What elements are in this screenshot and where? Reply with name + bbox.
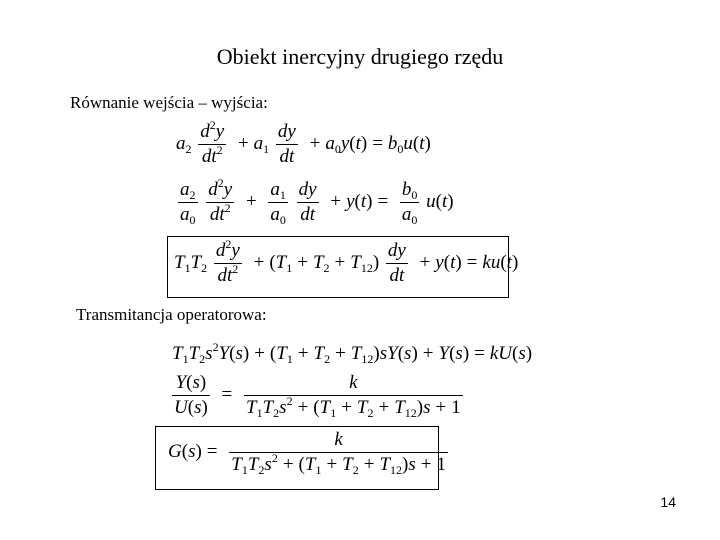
section-heading-transfer-function: Transmitancja operatorowa:: [76, 305, 267, 324]
equation-2: $\frac{a_2}{a_0}$ $\frac{d^2y}{dt^2}$ + $\frac{a_1}{a_0}$ $\frac{dy}{dt}$ + y(t) = $\frac{b_0}{a_0}$ u(t): [180, 176, 454, 227]
page-number: 14: [660, 494, 676, 510]
section-heading-input-output: Równanie wejścia – wyjścia:: [70, 93, 268, 112]
equation-4: $T_1T_2s^2Y(s) + (T_1 + T_2 + T_{12})sY(s) + Y(s) = kU(s)$: [172, 340, 533, 366]
equation-5: $\frac{Y(s)}{U(s)}$ = $\frac{k}{T_1T_2s^2 + (T_1 + T_2 + T_{12})s + 1}$: [174, 372, 461, 420]
equation-3-boxed: $T_1T_2$ $\frac{d^2y}{dt^2}$ + $(T_1 + T_2 + T_{12})$ $\frac{dy}{dt}$ + y(t) = ku(t): [174, 237, 519, 286]
slide-title: Obiekt inercyjny drugiego rzędu: [216, 44, 504, 69]
equation-1: $a_2$ $\frac{d^2y}{dt^2}$ + $a_1$ $\frac{dy}{dt}$ + $a_0y(t) = b_0u(t)$: [176, 118, 431, 167]
equation-6-boxed: G(s) = $\frac{k}{T_1T_2s^2 + (T_1 + T_2 + T_{12})s + 1}$: [168, 429, 446, 477]
